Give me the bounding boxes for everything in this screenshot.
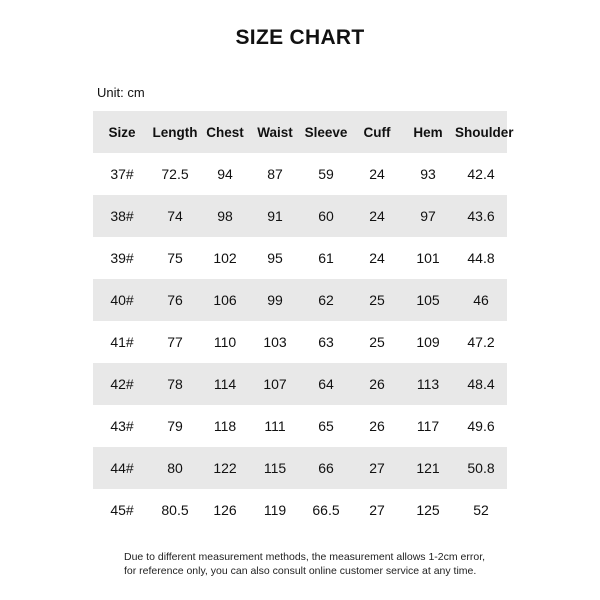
table-row xyxy=(93,363,507,405)
table-cell: 80.5 xyxy=(161,502,189,518)
unit-label: Unit: cm xyxy=(97,85,145,100)
table-row xyxy=(93,195,507,237)
table-cell: 25 xyxy=(369,292,385,308)
table-cell: 44# xyxy=(110,460,134,476)
table-cell: 117 xyxy=(416,418,440,434)
table-cell: 105 xyxy=(416,292,440,308)
table-cell: 109 xyxy=(416,334,440,350)
table-cell: 72.5 xyxy=(161,166,189,182)
table-cell: 107 xyxy=(263,376,287,392)
table-cell: 64 xyxy=(318,376,334,392)
table-cell: 24 xyxy=(369,166,385,182)
table-cell: 91 xyxy=(267,208,283,224)
column-header-waist: Waist xyxy=(257,124,293,140)
table-cell: 46 xyxy=(473,292,489,308)
column-header-shoulder: Shoulder xyxy=(455,124,514,140)
table-cell: 115 xyxy=(263,460,287,476)
table-cell: 78 xyxy=(167,376,183,392)
table-cell: 25 xyxy=(369,334,385,350)
table-cell: 38# xyxy=(110,208,134,224)
table-cell: 40# xyxy=(110,292,134,308)
table-cell: 44.8 xyxy=(467,250,495,266)
table-row xyxy=(93,237,507,279)
table-cell: 125 xyxy=(416,502,440,518)
table-row xyxy=(93,447,507,489)
column-header-cuff: Cuff xyxy=(363,124,391,140)
table-cell: 45# xyxy=(110,502,134,518)
table-cell: 103 xyxy=(263,334,287,350)
table-row xyxy=(93,489,507,531)
table-cell: 126 xyxy=(213,502,237,518)
table-cell: 43# xyxy=(110,418,134,434)
table-cell: 42# xyxy=(110,376,134,392)
table-row xyxy=(93,405,507,447)
table-cell: 41# xyxy=(110,334,134,350)
note-line-2: for reference only, you can also consult online customer service at any time. xyxy=(124,565,477,577)
table-cell: 59 xyxy=(318,166,334,182)
table-cell: 80 xyxy=(167,460,183,476)
table-cell: 39# xyxy=(110,250,134,266)
table-cell: 42.4 xyxy=(467,166,495,182)
table-cell: 61 xyxy=(318,250,334,266)
table-body xyxy=(93,153,507,531)
table-cell: 26 xyxy=(369,418,385,434)
table-cell: 47.2 xyxy=(467,334,495,350)
column-header-sleeve: Sleeve xyxy=(304,124,348,140)
table-cell: 76 xyxy=(167,292,183,308)
table-cell: 66.5 xyxy=(312,502,340,518)
table-cell: 101 xyxy=(416,250,440,266)
measurement-note xyxy=(124,550,485,578)
table-header-row xyxy=(93,111,514,153)
table-cell: 87 xyxy=(267,166,283,182)
size-table xyxy=(93,111,514,531)
table-cell: 49.6 xyxy=(467,418,495,434)
page-title: SIZE CHART xyxy=(235,26,365,49)
table-cell: 118 xyxy=(213,418,237,434)
table-cell: 74 xyxy=(167,208,183,224)
table-cell: 95 xyxy=(267,250,283,266)
table-row xyxy=(93,279,507,321)
table-cell: 77 xyxy=(167,334,183,350)
table-cell: 63 xyxy=(318,334,334,350)
table-cell: 93 xyxy=(420,166,436,182)
table-cell: 98 xyxy=(217,208,233,224)
table-cell: 97 xyxy=(420,208,436,224)
table-cell: 111 xyxy=(264,418,286,434)
table-cell: 106 xyxy=(213,292,237,308)
table-cell: 26 xyxy=(369,376,385,392)
table-cell: 62 xyxy=(318,292,334,308)
table-cell: 65 xyxy=(318,418,334,434)
table-cell: 24 xyxy=(369,250,385,266)
table-cell: 121 xyxy=(416,460,440,476)
table-cell: 27 xyxy=(369,502,385,518)
column-header-size: Size xyxy=(108,124,136,140)
table-cell: 43.6 xyxy=(467,208,495,224)
table-row xyxy=(93,321,507,363)
table-cell: 37# xyxy=(110,166,134,182)
table-row xyxy=(93,153,507,195)
note-line-1: Due to different measurement methods, the measurement allows 1-2cm error, xyxy=(124,551,486,563)
table-cell: 66 xyxy=(318,460,334,476)
table-cell: 122 xyxy=(213,460,237,476)
column-header-length: Length xyxy=(152,124,198,140)
table-cell: 94 xyxy=(217,166,233,182)
table-cell: 114 xyxy=(213,376,237,392)
column-header-hem: Hem xyxy=(413,124,443,140)
column-header-chest: Chest xyxy=(206,124,244,140)
table-cell: 52 xyxy=(473,502,489,518)
table-cell: 48.4 xyxy=(467,376,495,392)
table-cell: 99 xyxy=(267,292,283,308)
table-cell: 119 xyxy=(263,502,287,518)
table-cell: 102 xyxy=(213,250,237,266)
table-cell: 75 xyxy=(167,250,183,266)
table-cell: 60 xyxy=(318,208,334,224)
table-cell: 113 xyxy=(416,376,440,392)
table-cell: 79 xyxy=(167,418,183,434)
table-cell: 50.8 xyxy=(467,460,495,476)
table-cell: 24 xyxy=(369,208,385,224)
table-cell: 27 xyxy=(369,460,385,476)
table-cell: 110 xyxy=(213,334,237,350)
